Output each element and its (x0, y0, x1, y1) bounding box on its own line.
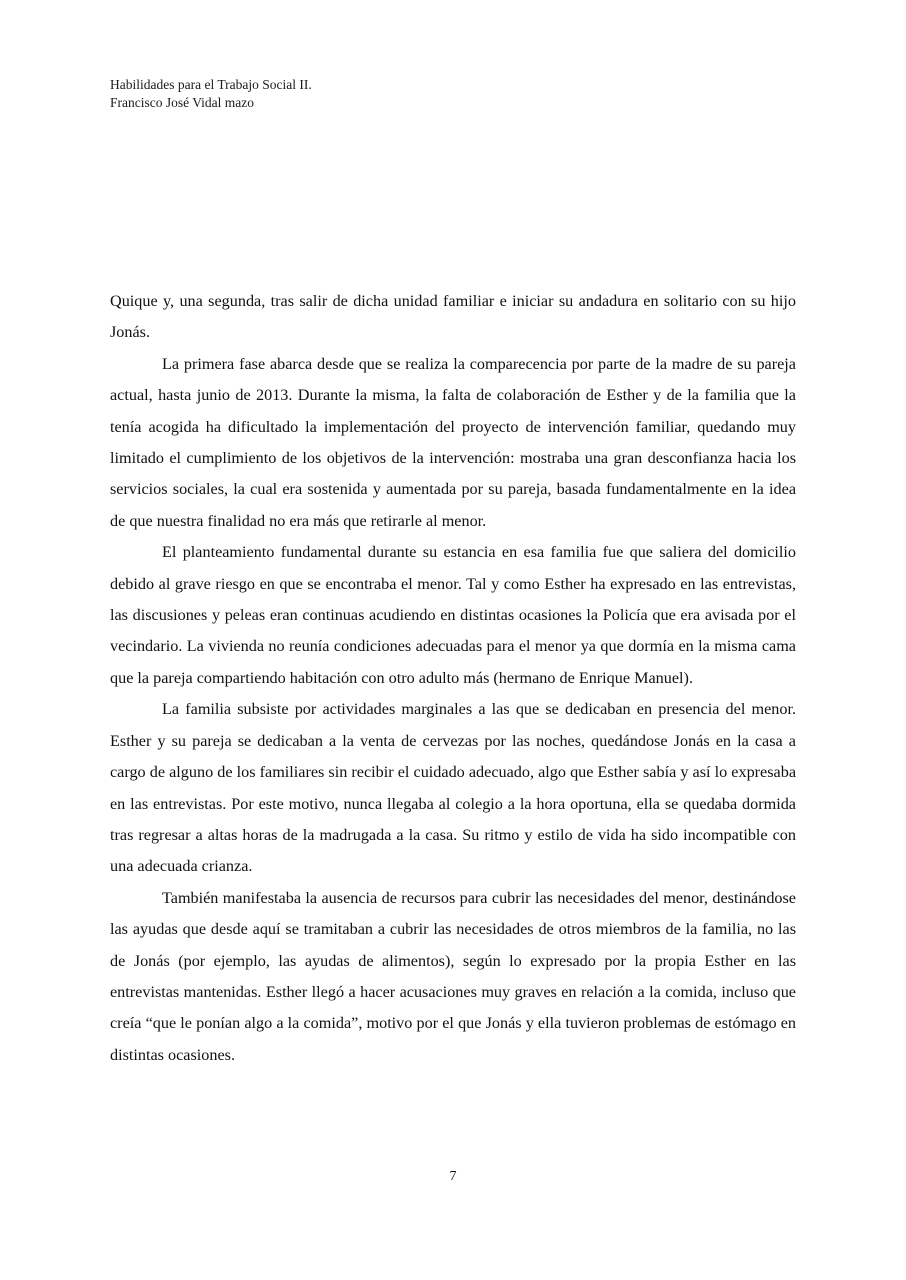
paragraph-resources: También manifestaba la ausencia de recursos para cubrir las necesidades del menor, destinándose las ayudas que desde aquí se tramitaban a cubrir las necesidades de otros miembros de la familia, no las de Jonás (por ejemplo, las ayudas de alimentos), según lo expresado por la propia Esther en las entrevistas mantenidas. Esther llegó a hacer acusaciones muy graves en relación a la comida, incluso que creía “que le ponían algo a la comida”, motivo por el que Jonás y ella tuvieron problemas de estómago en distintas ocasiones. (110, 888, 796, 1064)
paragraph-first-phase: La primera fase abarca desde que se realiza la comparecencia por parte de la madre de su pareja actual, hasta junio de 2013. Durante la misma, la falta de colaboración de Esther y de la familia que la tenía acogida ha dificultado la implementación del proyecto de intervención familiar, quedando muy limitado el cumplimiento de los objetivos de la intervención: mostraba una gran desconfianza hacia los servicios sociales, la cual era sostenida y aumentada por su pareja, basada fundamentalmente en la idea de que nuestra finalidad no era más que retirarle al menor. (110, 354, 796, 530)
paragraph-livelihood: La familia subsiste por actividades marginales a las que se dedicaban en presencia del menor. Esther y su pareja se dedicaban a la venta de cervezas por las noches, quedándose Jonás en la casa a cargo de alguno de los familiares sin recibir el cuidado adecuado, algo que Esther sabía y así lo expresaba en las entrevistas. Por este motivo, nunca llegaba al colegio a la hora oportuna, ella se quedaba dormida tras regresar a altas horas de la madrugada a la casa. Su ritmo y estilo de vida ha sido incompatible con una adecuada crianza. (110, 700, 796, 876)
page-number: 7 (449, 1169, 457, 1184)
header-course-title: Habilidades para el Trabajo Social II. (110, 77, 312, 92)
header-author: Francisco José Vidal mazo (110, 95, 255, 110)
body-text (110, 286, 796, 1071)
paragraph-approach: El planteamiento fundamental durante su estancia en esa familia fue que saliera del domicilio debido al grave riesgo en que se encontraba el menor. Tal y como Esther ha expresado en las entrevistas, las discusiones y peleas eran continuas acudiendo en distintas ocasiones la Policía que era avisada por el vecindario. La vivienda no reunía condiciones adecuadas para el menor ya que dormía en la misma cama que la pareja compartiendo habitación con otro adulto más (hermano de Enrique Manuel). (110, 543, 796, 687)
running-header (110, 76, 312, 112)
paragraph-continuation: Quique y, una segunda, tras salir de dicha unidad familiar e iniciar su andadura en solitario con su hijo Jonás. (110, 292, 796, 342)
